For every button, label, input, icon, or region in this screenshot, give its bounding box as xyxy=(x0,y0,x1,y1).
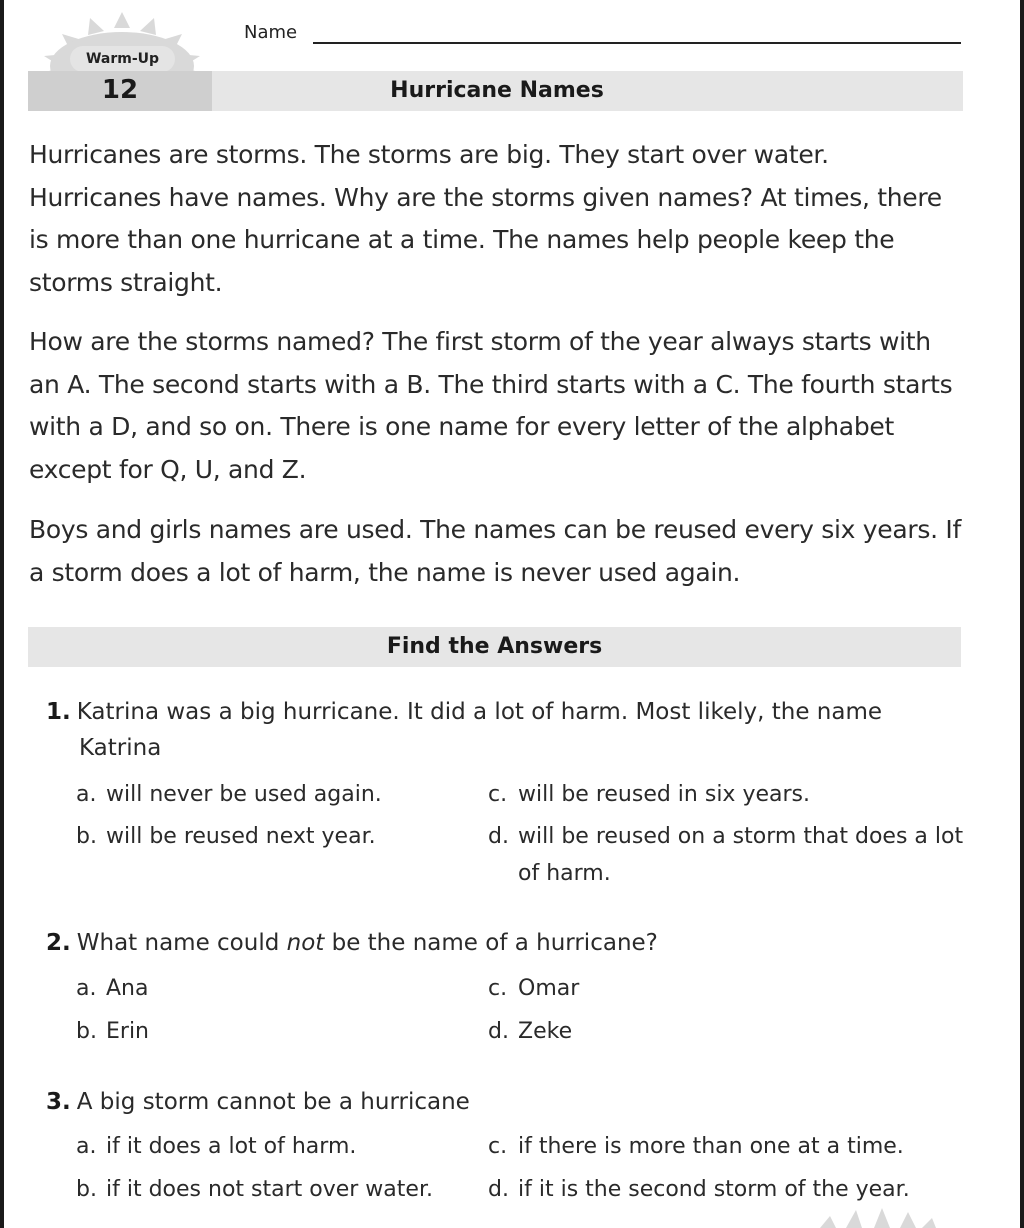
question-emphasis: not xyxy=(286,930,325,956)
option-letter: b. xyxy=(76,1019,97,1044)
answer-option-3a[interactable] xyxy=(76,1128,466,1165)
option-text: will be reused in six years. xyxy=(518,782,810,807)
paragraph-intro: Hurricanes are storms. The storms are big. They start over water. Hurricanes have names. Why are the storms given names? At times, there is more than one hurricane at a time. The names help people keep the storms straight. xyxy=(29,140,942,297)
warm-up-number: 12 xyxy=(101,75,139,105)
question-text: A big storm cannot be a hurricane xyxy=(76,1089,470,1115)
name-input-line[interactable] xyxy=(313,42,961,44)
answer-option-1b[interactable] xyxy=(76,818,466,855)
answer-option-1a[interactable] xyxy=(76,776,466,813)
question-number: 1. xyxy=(46,699,71,725)
answer-option-3d[interactable] xyxy=(488,1171,968,1208)
option-letter: c. xyxy=(488,976,508,1001)
page-right-border xyxy=(1020,0,1024,1228)
option-text: if there is more than one at a time. xyxy=(518,1134,904,1159)
option-text: will be reused next year. xyxy=(106,824,376,849)
question-text: What name could xyxy=(76,930,287,956)
question-text-end: be the name of a hurricane? xyxy=(324,930,658,956)
option-text: Zeke xyxy=(518,1019,573,1044)
option-letter: d. xyxy=(488,1019,509,1044)
option-letter: c. xyxy=(488,1134,508,1159)
option-letter: b. xyxy=(76,824,97,849)
question-1 xyxy=(46,694,946,766)
question-3 xyxy=(46,1084,946,1120)
option-letter: d. xyxy=(488,824,509,849)
answer-option-1c[interactable] xyxy=(488,776,968,813)
page-left-border xyxy=(0,0,4,1228)
question-text-continued: Katrina xyxy=(79,735,162,761)
option-text: will be reused on a storm that does a lot xyxy=(518,824,964,849)
question-2 xyxy=(46,925,946,961)
answer-option-2b[interactable] xyxy=(76,1013,466,1050)
option-text: if it does a lot of harm. xyxy=(106,1134,357,1159)
option-text: Ana xyxy=(106,976,149,1001)
corner-sunburst-icon xyxy=(800,1206,940,1228)
answer-option-2d[interactable] xyxy=(488,1013,968,1050)
question-number: 3. xyxy=(46,1089,71,1115)
option-text: if it is the second storm of the year. xyxy=(518,1177,910,1202)
page-title: Hurricane Names xyxy=(390,78,604,103)
option-letter: d. xyxy=(488,1177,509,1202)
option-letter: a. xyxy=(76,782,97,807)
option-letter: b. xyxy=(76,1177,97,1202)
section-title: Find the Answers xyxy=(28,627,961,667)
answer-option-2a[interactable] xyxy=(76,970,466,1007)
answer-option-2c[interactable] xyxy=(488,970,968,1007)
option-text: Erin xyxy=(106,1019,150,1044)
answer-option-3b[interactable] xyxy=(76,1171,466,1208)
name-label: Name xyxy=(244,22,298,43)
warm-up-badge: Warm-Up xyxy=(70,46,175,72)
option-text-continued: of harm. xyxy=(518,861,611,886)
option-text: if it does not start over water. xyxy=(106,1177,433,1202)
question-text: Katrina was a big hurricane. It did a lot of harm. Most likely, the name xyxy=(76,699,883,725)
option-text: Omar xyxy=(518,976,580,1001)
question-number: 2. xyxy=(46,930,71,956)
answer-option-3c[interactable] xyxy=(488,1128,968,1165)
option-text: will never be used again. xyxy=(106,782,382,807)
paragraph-naming: How are the storms named? The first storm of the year always starts with an A. The second starts with a B. The third starts with a C. The fourth starts with a D, and so on. There is one name for every letter of the alphabet except for Q, U, and Z. xyxy=(29,327,953,484)
option-letter: a. xyxy=(76,1134,97,1159)
option-letter: c. xyxy=(488,782,508,807)
option-letter: a. xyxy=(76,976,97,1001)
answer-option-1d[interactable] xyxy=(488,818,968,892)
paragraph-reuse: Boys and girls names are used. The names can be reused every six years. If a storm does a lot of harm, the name is never used again. xyxy=(29,515,961,587)
